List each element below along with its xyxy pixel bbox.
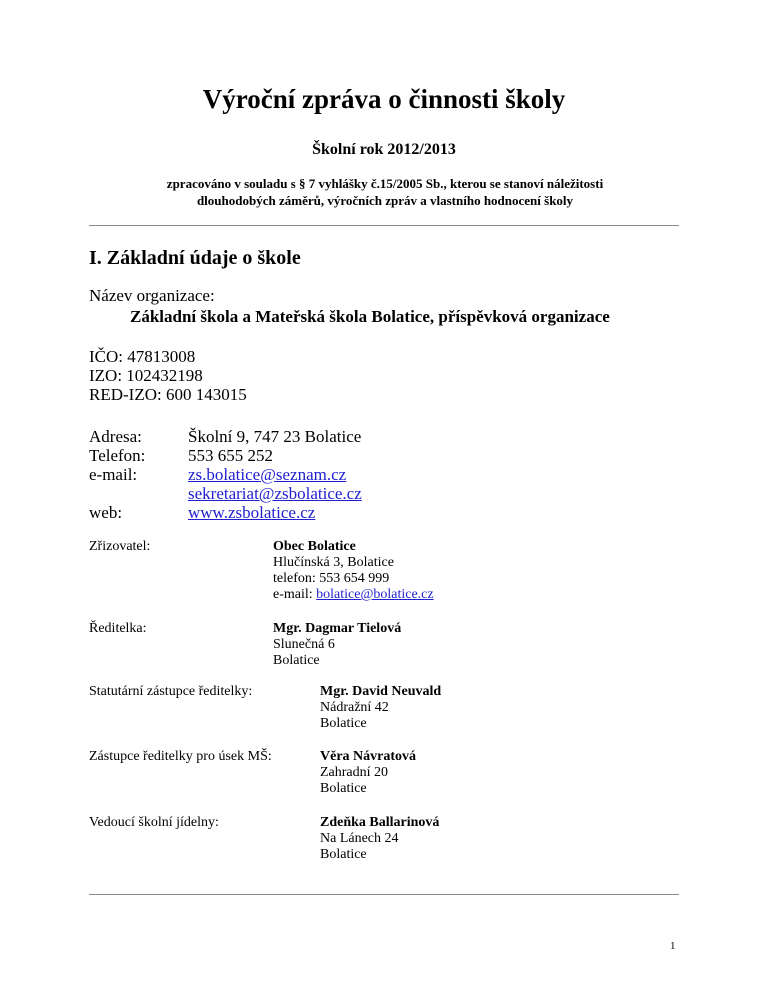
canteen-head-street: Na Lánech 24 bbox=[320, 831, 399, 846]
school-year: Školní rok 2012/2013 bbox=[312, 141, 456, 158]
legal-note bbox=[90, 175, 680, 209]
canteen-head-label: Vedoucí školní jídelny: bbox=[89, 815, 219, 830]
page-number: 1 bbox=[670, 940, 676, 952]
legal-note-line-1: zpracováno v souladu s § 7 vyhlášky č.15/2005 Sb., kterou se stanoví náležitosti bbox=[166, 176, 604, 191]
founder-address: Hlučínská 3, Bolatice bbox=[273, 555, 394, 570]
izo: IZO: 102432198 bbox=[89, 366, 203, 385]
email-link-2[interactable]: sekretariat@zsbolatice.cz bbox=[188, 484, 362, 503]
director-street: Slunečná 6 bbox=[273, 637, 335, 652]
canteen-head-block bbox=[320, 815, 439, 863]
address-value: Školní 9, 747 23 Bolatice bbox=[188, 427, 362, 446]
bottom-divider bbox=[89, 894, 679, 895]
founder-email-link[interactable]: bolatice@bolatice.cz bbox=[316, 587, 434, 602]
founder-email-line bbox=[273, 587, 434, 603]
founder-block bbox=[273, 539, 434, 603]
section-heading: I. Základní údaje o škole bbox=[89, 247, 301, 269]
kindergarten-deputy-name: Věra Návratová bbox=[320, 749, 417, 764]
email-label: e-mail: bbox=[89, 465, 138, 484]
document-title: Výroční zpráva o činnosti školy bbox=[202, 84, 566, 114]
deputy-name: Mgr. David Neuvald bbox=[320, 684, 442, 699]
org-name: Základní škola a Mateřská škola Bolatice, příspěvková organizace bbox=[130, 307, 610, 326]
canteen-head-name: Zdeňka Ballarinová bbox=[320, 815, 440, 830]
founder-label: Zřizovatel: bbox=[89, 539, 151, 554]
kindergarten-deputy-label: Zástupce ředitelky pro úsek MŠ: bbox=[89, 749, 272, 764]
deputy-label: Statutární zástupce ředitelky: bbox=[89, 684, 253, 699]
founder-name: Obec Bolatice bbox=[273, 539, 356, 554]
founder-phone: telefon: 553 654 999 bbox=[273, 571, 390, 586]
web-link[interactable]: www.zsbolatice.cz bbox=[188, 503, 316, 522]
deputy-block bbox=[320, 684, 441, 732]
address-label: Adresa: bbox=[89, 427, 142, 446]
redizo: RED-IZO: 600 143015 bbox=[89, 385, 247, 404]
legal-note-line-2: dlouhodobých záměrů, výročních zpráv a vlastního hodnocení školy bbox=[196, 193, 574, 208]
email-link-1[interactable]: zs.bolatice@seznam.cz bbox=[188, 465, 347, 484]
deputy-street: Nádražní 42 bbox=[320, 700, 389, 715]
director-name: Mgr. Dagmar Tielová bbox=[273, 621, 402, 636]
director-city: Bolatice bbox=[273, 653, 320, 668]
kindergarten-deputy-block bbox=[320, 749, 416, 797]
phone-label: Telefon: bbox=[89, 446, 146, 465]
deputy-city: Bolatice bbox=[320, 716, 367, 731]
web-label: web: bbox=[89, 503, 123, 522]
top-divider bbox=[89, 225, 679, 226]
phone-value: 553 655 252 bbox=[188, 446, 273, 465]
founder-email-prefix: e-mail: bbox=[273, 587, 317, 602]
org-label: Název organizace: bbox=[89, 286, 215, 305]
director-label: Ředitelka: bbox=[89, 621, 147, 636]
canteen-head-city: Bolatice bbox=[320, 847, 367, 862]
director-block bbox=[273, 621, 401, 669]
kindergarten-deputy-street: Zahradní 20 bbox=[320, 765, 389, 780]
ids-block bbox=[89, 347, 247, 404]
ico: IČO: 47813008 bbox=[89, 347, 196, 366]
kindergarten-deputy-city: Bolatice bbox=[320, 781, 367, 796]
